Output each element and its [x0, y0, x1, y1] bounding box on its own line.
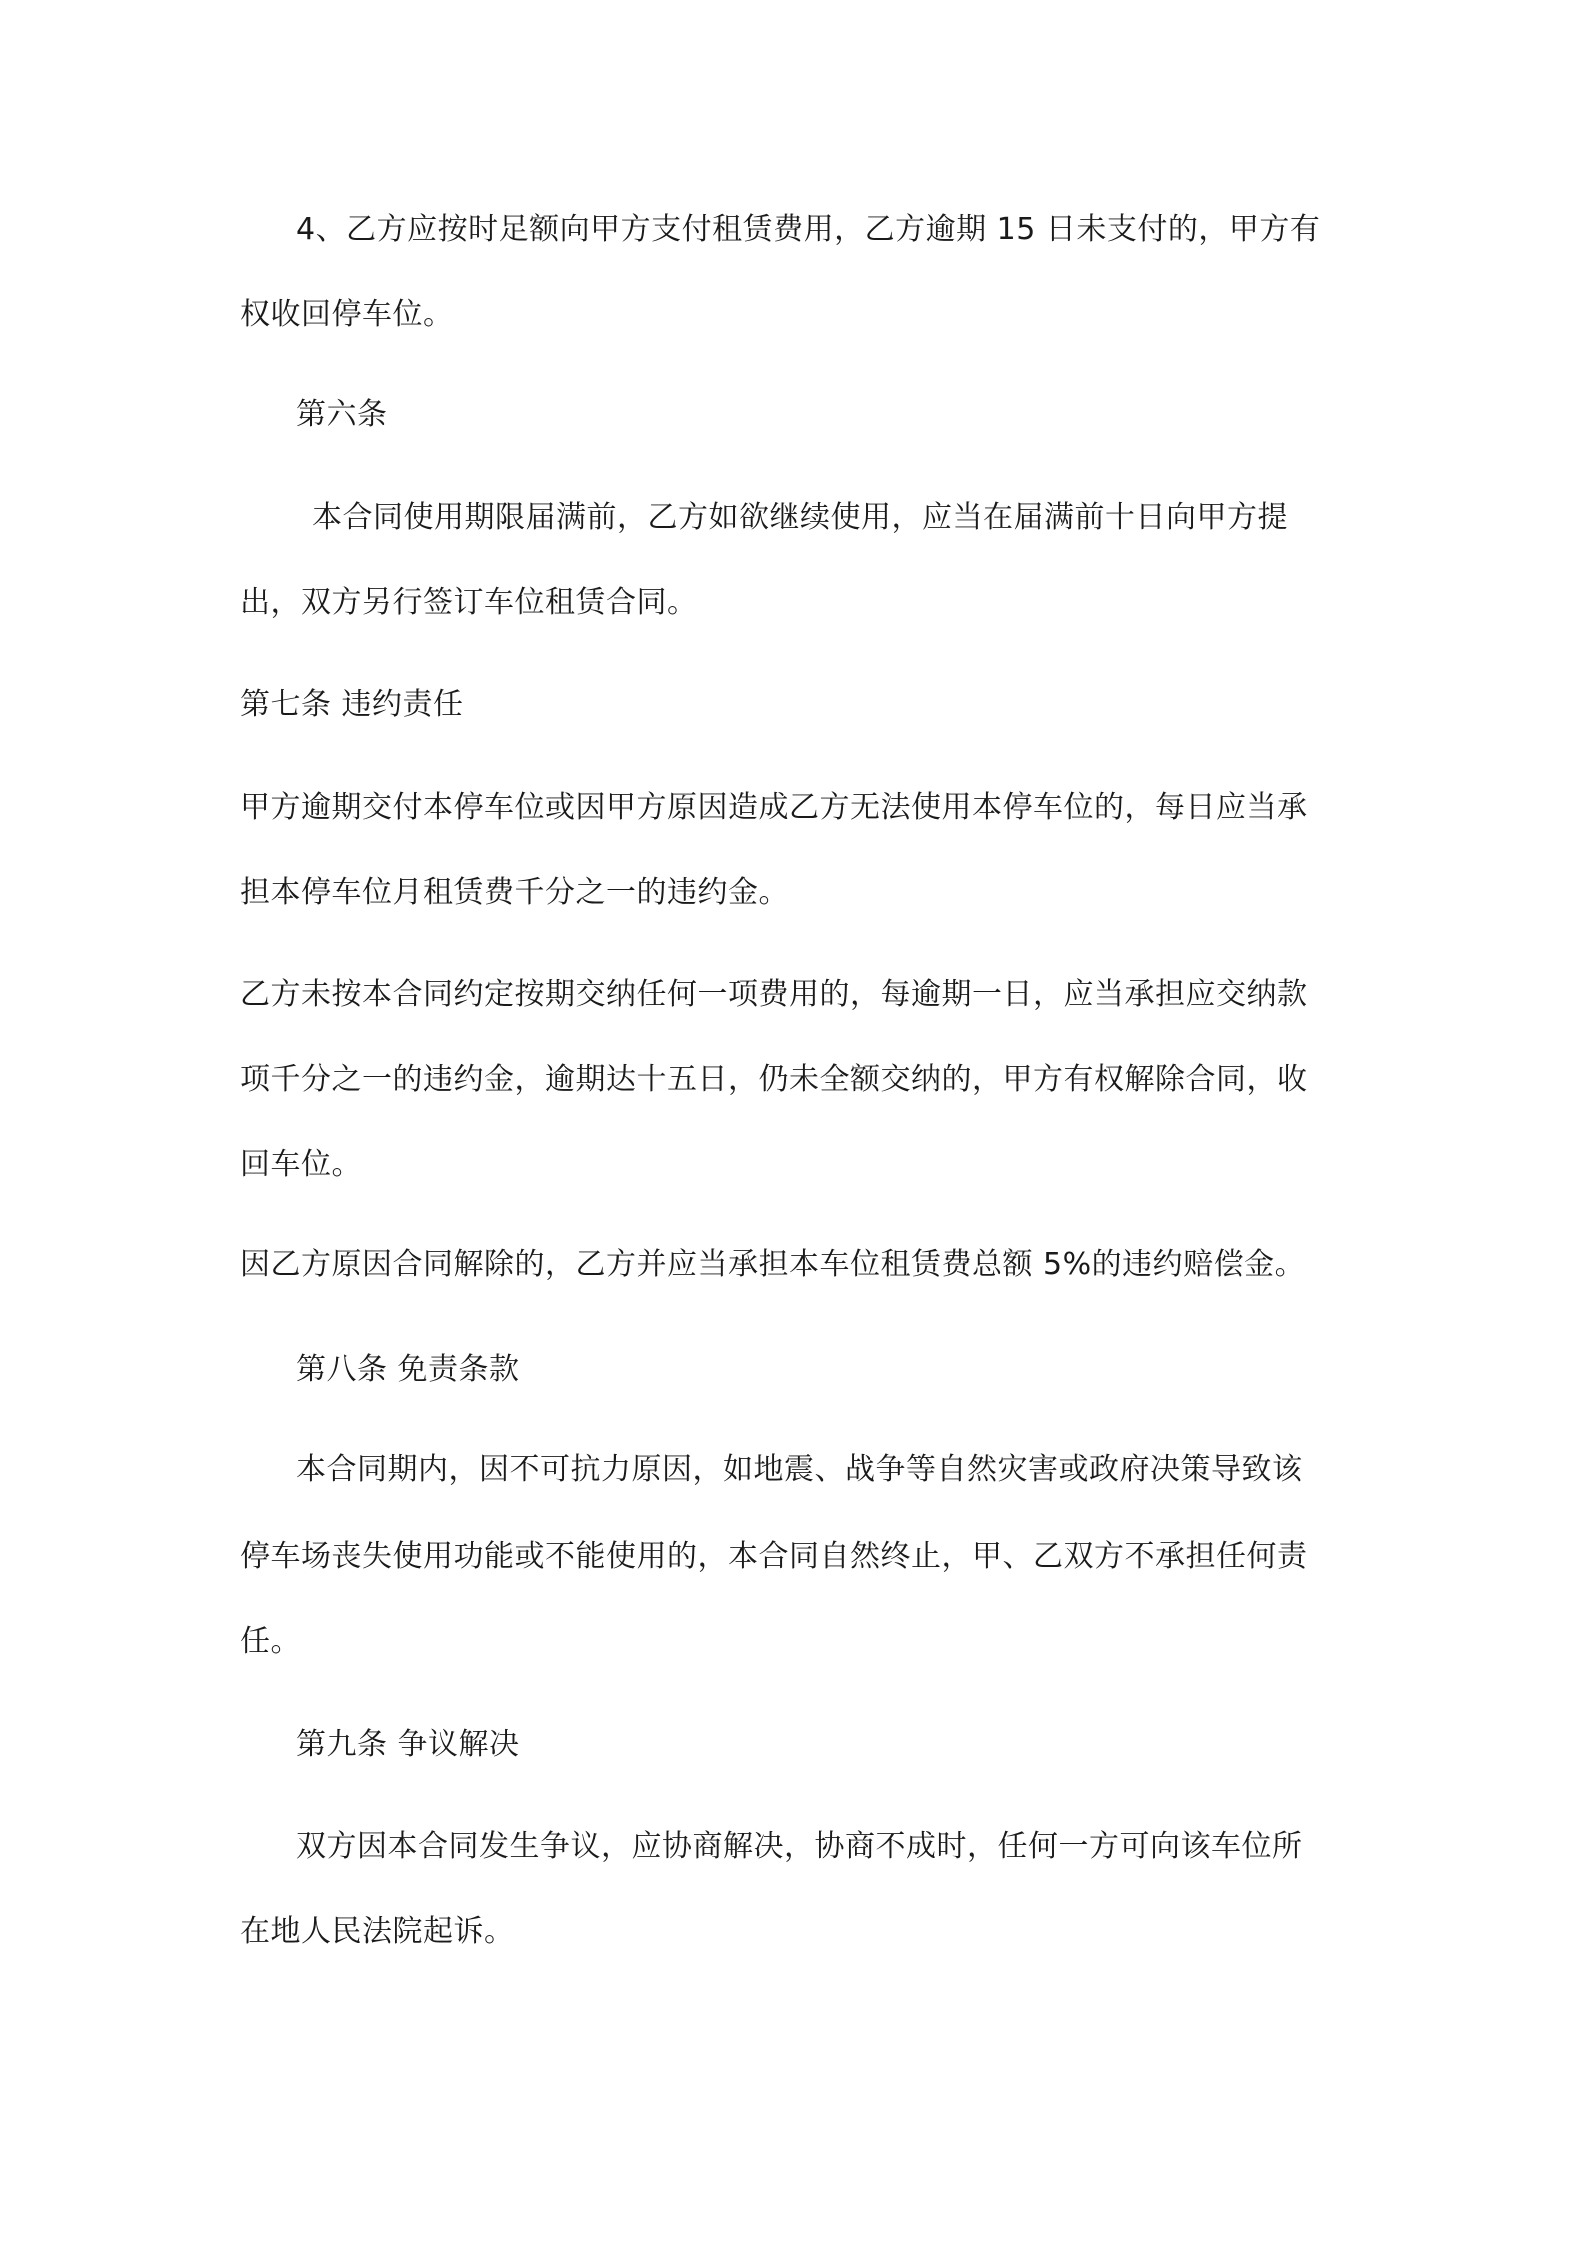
article-7-para-1-line-1: 甲方逾期交付本停车位或因甲方原因造成乙方无法使用本停车位的，每日应当承 — [240, 790, 1308, 825]
article-7-para-3: 因乙方原因合同解除的，乙方并应当承担本车位租赁费总额 5%的违约赔偿金。 — [240, 1247, 1306, 1282]
article-7-para-2-line-3: 回车位。 — [240, 1147, 362, 1182]
clause-4-line-1: 4、乙方应按时足额向甲方支付租赁费用，乙方逾期 15 日未支付的，甲方有 — [296, 212, 1321, 247]
article-9-heading: 第九条 争议解决 — [296, 1727, 520, 1762]
article-9-line-2: 在地人民法院起诉。 — [240, 1914, 515, 1949]
clause-4-line-2: 权收回停车位。 — [240, 297, 454, 332]
article-8-heading: 第八条 免责条款 — [296, 1352, 520, 1387]
article-8-line-1: 本合同期内，因不可抗力原因，如地震、战争等自然灾害或政府决策导致该 — [296, 1452, 1303, 1487]
article-7-para-1-line-2: 担本停车位月租赁费千分之一的违约金。 — [240, 875, 789, 910]
article-8-line-3: 任。 — [240, 1624, 301, 1659]
article-9-line-1: 双方因本合同发生争议，应协商解决，协商不成时，任何一方可向该车位所 — [296, 1829, 1303, 1864]
article-7-para-2-line-1: 乙方未按本合同约定按期交纳任何一项费用的，每逾期一日，应当承担应交纳款 — [240, 977, 1308, 1012]
article-7-para-2-line-2: 项千分之一的违约金，逾期达十五日，仍未全额交纳的，甲方有权解除合同，收 — [240, 1062, 1308, 1097]
article-7-heading: 第七条 违约责任 — [240, 687, 464, 722]
article-6-line-2: 出，双方另行签订车位租赁合同。 — [240, 585, 698, 620]
article-6-heading: 第六条 — [296, 397, 388, 432]
article-6-line-1: 本合同使用期限届满前，乙方如欲继续使用，应当在届满前十日向甲方提 — [312, 500, 1288, 535]
article-8-line-2: 停车场丧失使用功能或不能使用的，本合同自然终止，甲、乙双方不承担任何责 — [240, 1539, 1308, 1574]
